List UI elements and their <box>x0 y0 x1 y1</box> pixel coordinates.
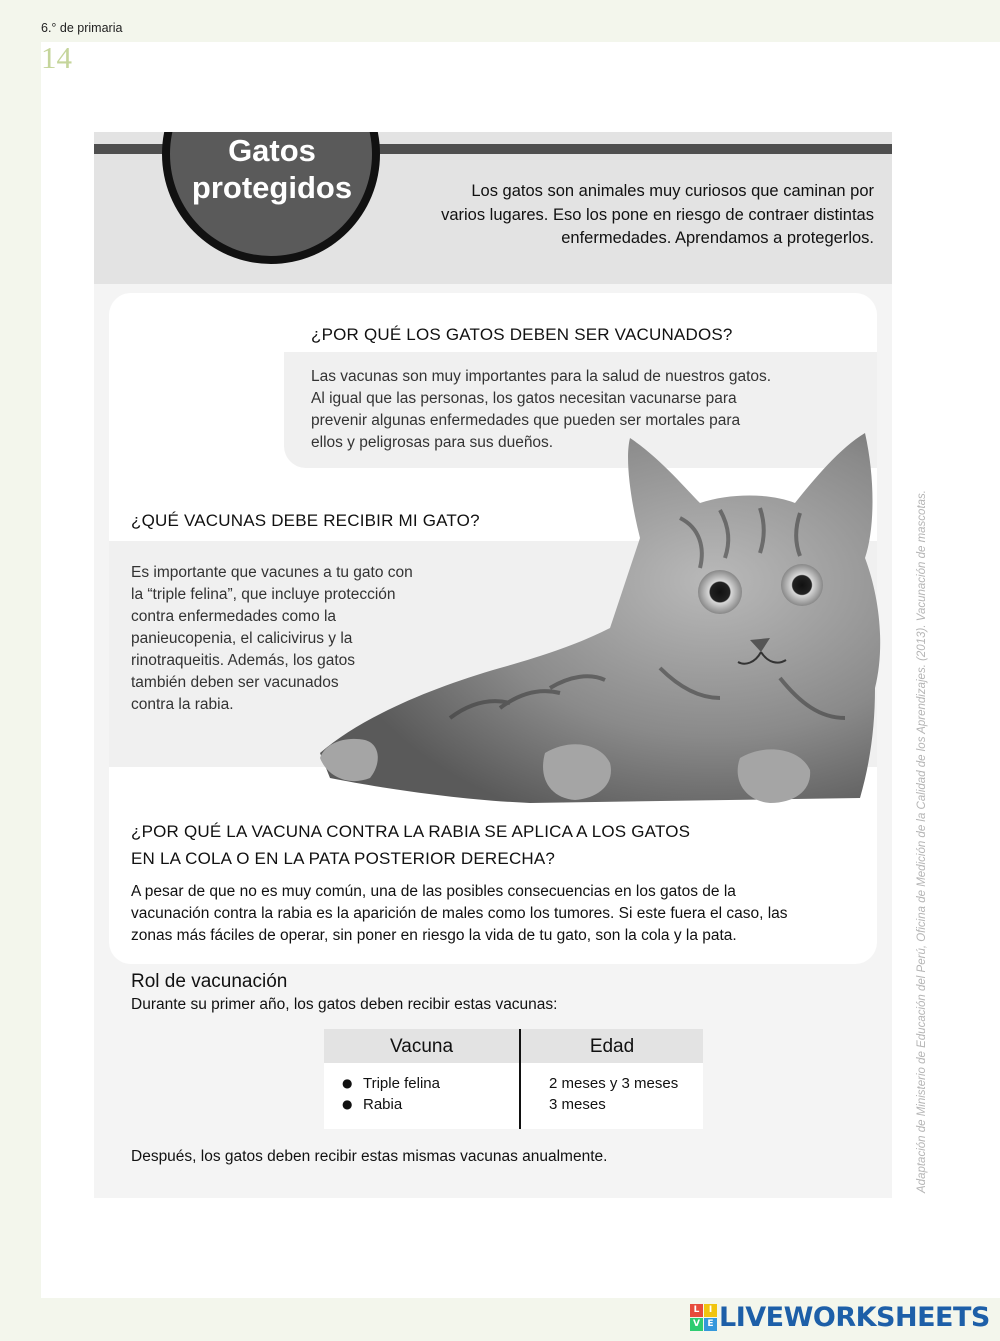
cat-eye-right <box>781 564 823 606</box>
annual-note: Después, los gatos deben recibir estas mismas vacunas anualmente. <box>131 1148 608 1165</box>
schedule-subtitle: Durante su primer año, los gatos deben recibir estas vacunas: <box>131 996 558 1013</box>
logo-icon-letter: V <box>690 1318 703 1331</box>
text-line: panieucopenia, el calicivirus y la <box>131 630 353 647</box>
text-line: ellos y peligrosas para sus dueños. <box>311 434 554 451</box>
text-line: zonas más fáciles de operar, sin poner en riesgo la vida de tu gato, son la cola y la pata. <box>131 927 737 944</box>
grade-label: 6.° de primaria <box>41 21 123 35</box>
section2-text <box>131 562 413 716</box>
heading-line: ¿POR QUÉ LA VACUNA CONTRA LA RABIA SE APLICA A LOS GATOS <box>131 822 691 841</box>
schedule-title: Rol de vacunación <box>131 971 288 992</box>
text-line: la “triple felina”, que incluye protección <box>131 586 396 603</box>
logo-icon <box>690 1304 717 1331</box>
logo-icon-letter: E <box>704 1318 717 1331</box>
liveworksheets-logo[interactable] <box>690 1302 990 1332</box>
section2-heading: ¿QUÉ VACUNAS DEBE RECIBIR MI GATO? <box>131 511 480 530</box>
title-line-2: protegidos <box>191 170 353 205</box>
intro-text <box>424 180 874 251</box>
intro-line: enfermedades. Aprendamos a protegerlos. <box>561 229 874 247</box>
text-line: prevenir algunas enfermedades que pueden ser mortales para <box>311 412 741 429</box>
text-line: contra la rabia. <box>131 696 234 713</box>
cat-eye-left <box>698 570 742 614</box>
heading-line: EN LA COLA O EN LA PATA POSTERIOR DERECHA? <box>131 849 556 868</box>
text-line: Al igual que las personas, los gatos necesitan vacunarse para <box>311 390 737 407</box>
logo-icon-letter: L <box>690 1304 703 1317</box>
logo-icon-letter: I <box>704 1304 717 1317</box>
bullet-icon: ● <box>342 1076 353 1090</box>
section3-text <box>131 881 788 947</box>
section1-heading: ¿POR QUÉ LOS GATOS DEBEN SER VACUNADOS? <box>311 325 733 344</box>
article-header <box>94 132 892 284</box>
vaccination-table <box>324 1029 703 1129</box>
text-line: A pesar de que no es muy común, una de las posibles consecuencias en los gatos de la <box>131 883 736 900</box>
title-line-1: Gatos <box>228 133 316 168</box>
text-line: Es importante que vacunes a tu gato con <box>131 564 413 581</box>
table-body <box>324 1063 703 1129</box>
text-line: vacunación contra la rabia es la aparición de males como los tumores. Si este fuera el caso, las <box>131 905 788 922</box>
top-strip <box>0 0 1000 42</box>
table-header-vacuna: Vacuna <box>324 1029 519 1063</box>
table-cell-vacuna: Rabia <box>363 1096 403 1113</box>
section3-heading <box>131 818 690 872</box>
article-title <box>164 132 380 206</box>
text-line: Las vacunas son muy importantes para la salud de nuestros gatos. <box>311 368 772 385</box>
cat-paw-left <box>320 739 378 781</box>
intro-line: varios lugares. Eso los pone en riesgo de contraer distintas <box>441 205 874 224</box>
logo-text: LIVEWORKSHEETS <box>719 1301 990 1333</box>
table-header-edad: Edad <box>521 1029 703 1063</box>
table-cell-vacuna: Triple felina <box>363 1075 440 1092</box>
source-credit: Adaptación de Ministerio de Educación del Perú, Oficina de Medición de la Calidad de los Aprendizajes. (2013). Vacunación de mascotas. <box>916 490 928 1193</box>
text-line: contra enfermedades como la <box>131 608 337 625</box>
text-line: rinotraqueitis. Además, los gatos <box>131 652 356 669</box>
intro-line: Los gatos son animales muy curiosos que caminan por <box>471 182 874 200</box>
page-number: 14 <box>41 40 72 75</box>
table-cell-edad: 3 meses <box>549 1096 606 1113</box>
text-line: también deben ser vacunados <box>131 674 339 691</box>
table-cell-edad: 2 meses y 3 meses <box>549 1075 679 1092</box>
table-divider <box>519 1029 521 1129</box>
bullet-icon: ● <box>342 1097 353 1111</box>
